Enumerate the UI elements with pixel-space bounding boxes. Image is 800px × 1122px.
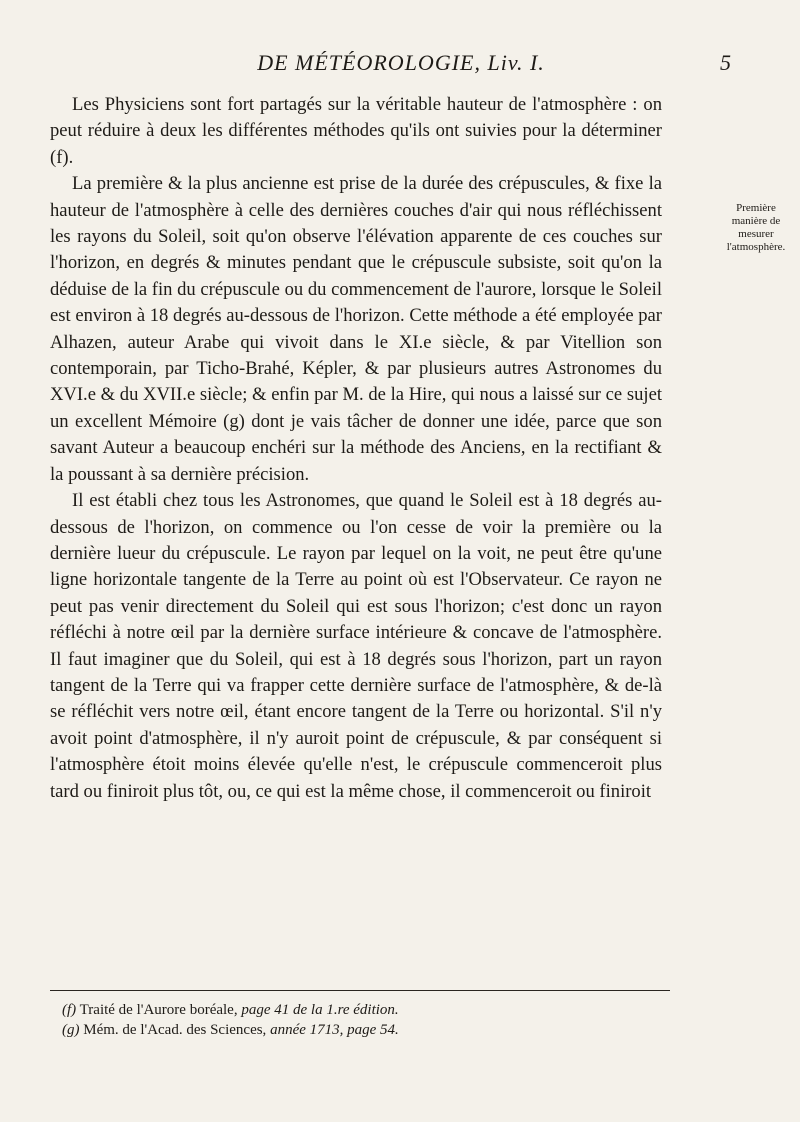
body-text (50, 92, 662, 805)
running-title: DE MÉTÉOROLOGIE, Liv. I. (257, 50, 545, 75)
paragraph: La première & la plus ancienne est prise de la durée des crépuscules, & fixe la hauteur de l'atmosphère à celle des dernières couches d'air qui nous réfléchissent les rayons du Soleil, soit qu'on observe l'élévation apparente de ces couches sur l'horizon, en degrés & minutes pendant que le crépuscule subsiste, soit qu'on la déduise de la fin du crépuscule ou du commencement de l'aurore, lorsque le Soleil est environ à 18 degrés au-dessous de l'horizon. Cette méthode a été employée par Alhazen, auteur Arabe qui vivoit dans le XI.e siècle, & par Vitellion son contemporain, par Ticho-Brahé, Képler, & par plusieurs autres Astronomes du XVI.e & du XVII.e siècle; & enfin par M. de la Hire, qui nous a laissé sur ce sujet un excellent Mémoire (g) dont je vais tâcher de donner une idée, parce que son savant Auteur a beaucoup enchéri sur la méthode des Anciens, en la rectifiant & la poussant à sa dernière précision. (50, 173, 662, 485)
margin-note: Première manière de mesurer l'atmosphère. (726, 202, 786, 253)
footnote-text: Traité de l'Aurore boréale, (79, 1002, 238, 1018)
paragraph: Les Physiciens sont fort partagés sur la véritable hauteur de l'atmosphère : on peut réduire à deux les différentes méthodes qu'ils ont suivies pour la déterminer (f). (50, 94, 662, 168)
footnote-divider (50, 990, 670, 991)
paragraph: Il est établi chez tous les Astronomes, que quand le Soleil est à 18 degrés au-dessous de l'horizon, on commence ou l'on cesse de voir la première ou la dernière lueur du crépuscule. Le rayon par lequel on la voit, ne peut être qu'une ligne horizontale tangente de la Terre au point où est l'Observateur. Ce rayon ne peut pas venir directement du Soleil qui est sous l'horizon; c'est donc un rayon réfléchi à notre œil par la dernière surface intérieure & concave de l'atmosphère. Il faut imaginer que du Soleil, qui est à 18 degrés sous l'horizon, part un rayon tangent de la Terre qui va frapper cette dernière surface de l'atmosphère, & de-là se réfléchit vers notre œil, étant encore tangent de la Terre ou horizontal. S'il n'y avoit point d'atmosphère, il n'y auroit point de crépuscule, & par conséquent si l'atmosphère étoit moins élevée qu'elle n'est, le crépuscule commenceroit plus tard ou finiroit plus tôt, ou, ce qui est la même chose, il commenceroit ou finiroit (50, 490, 662, 802)
footnote-ref: page 41 de la 1.re édition. (241, 1002, 399, 1018)
footnote (62, 1020, 672, 1040)
page-number: 5 (720, 50, 732, 75)
footnote-text: Mém. de l'Acad. des Sciences, (83, 1022, 267, 1038)
footnote-mark: (f) (62, 1002, 77, 1018)
footnotes (62, 1000, 672, 1040)
footnote-mark: (g) (62, 1022, 80, 1038)
footnote-ref: année 1713, page 54. (270, 1022, 399, 1038)
running-header (70, 50, 732, 80)
footnote (62, 1000, 672, 1020)
